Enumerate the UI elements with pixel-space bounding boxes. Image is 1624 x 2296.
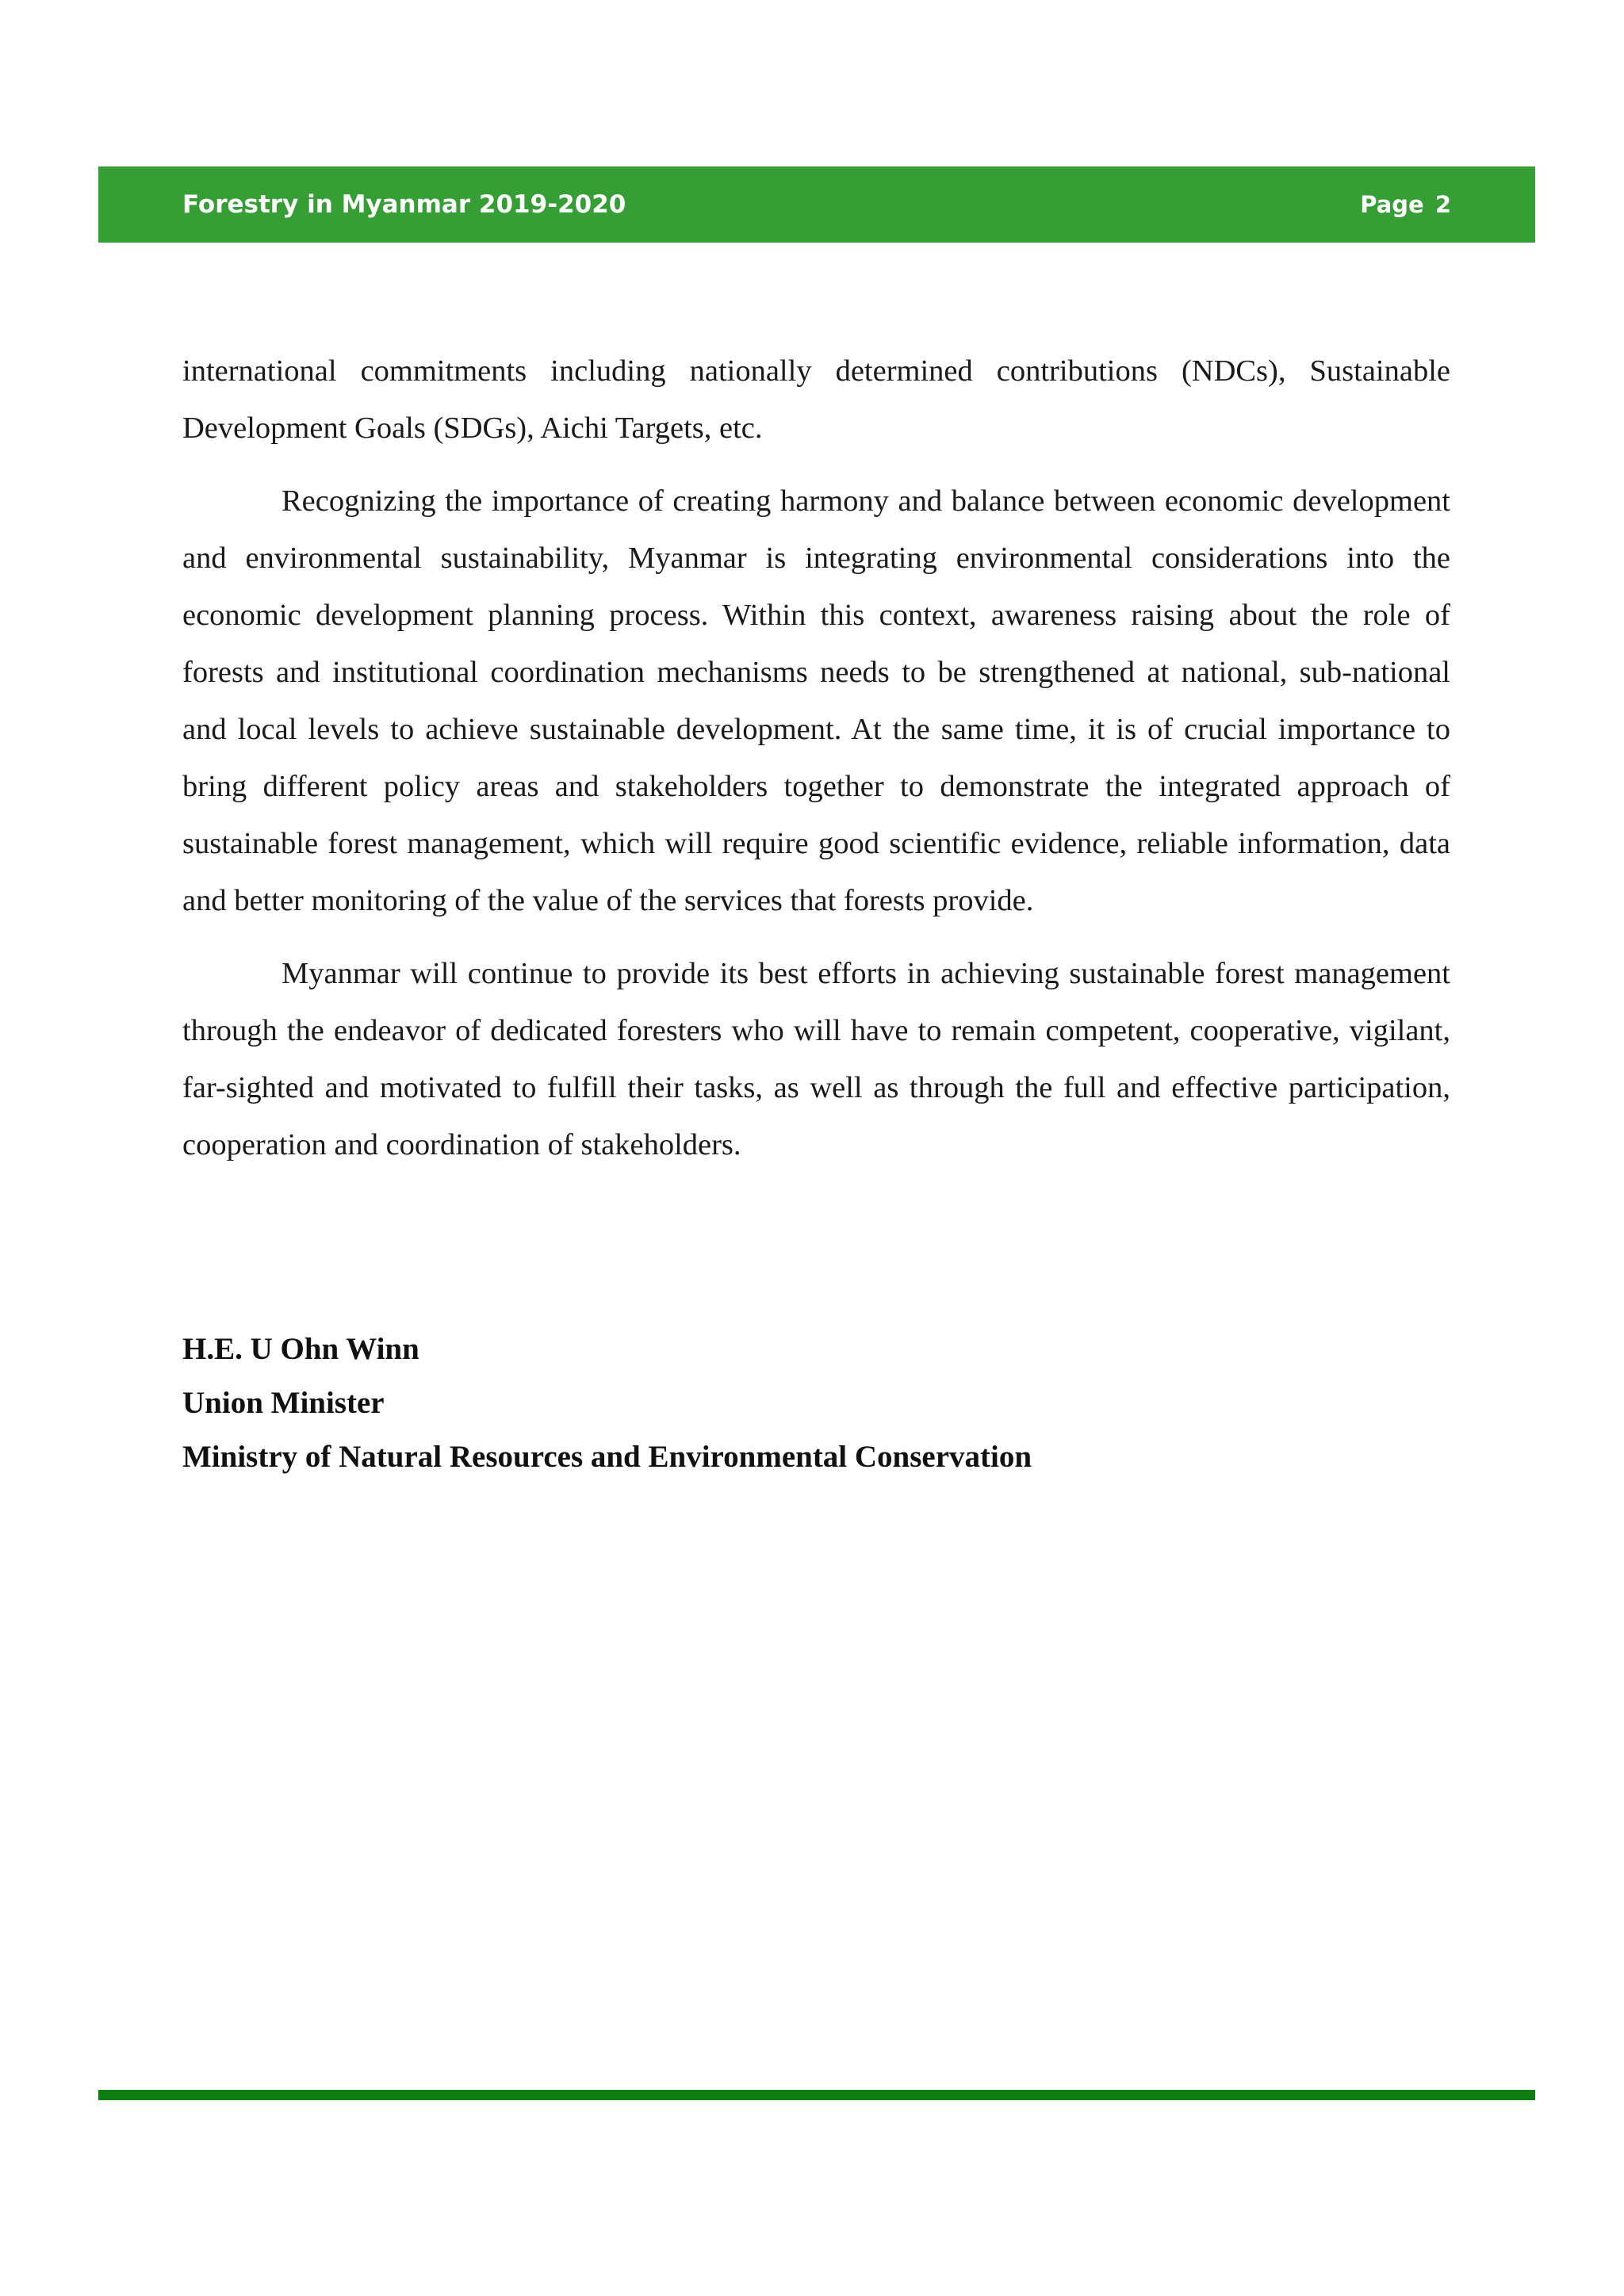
page-number: Page 2 xyxy=(1360,191,1451,218)
signatory-position: Union Minister xyxy=(182,1386,385,1420)
footer-divider xyxy=(98,2090,1535,2100)
paragraph: Recognizing the importance of creating harmony and balance between economic development and environmental sustainability, Myanmar is integrating environmental considerations into the economic development planning process. Within this context, awareness raising about the role of forests and institutional coordination mechanisms needs to be strengthened at national, sub-national and local levels to achieve sustainable development. At the same time, it is of crucial importance to bring different policy areas and stakeholders together to demonstrate the integrated approach of sustainable forest management, which will require good scientific evidence, reliable information, data and better monitoring of the value of the services that forests provide. xyxy=(182,484,1450,917)
body-text xyxy=(182,342,1450,1189)
signatory-ministry: Ministry of Natural Resources and Environmental Conservation xyxy=(182,1440,1032,1474)
document-title: Forestry in Myanmar 2019-2020 xyxy=(182,190,626,219)
paragraph: Myanmar will continue to provide its best efforts in achieving sustainable forest management through the endeavor of dedicated foresters who will have to remain competent, cooperative, vigilant, far-sighted and motivated to fulfill their tasks, as well as through the full and effective participation, cooperation and coordination of stakeholders. xyxy=(182,957,1450,1161)
paragraph: international commitments including nationally determined contributions (NDCs), Sustainable Development Goals (SDGs), Aichi Targets, etc. xyxy=(182,354,1450,445)
page-header xyxy=(98,166,1535,243)
signatory-name: H.E. U Ohn Winn xyxy=(182,1332,419,1366)
signature-block xyxy=(182,1322,1032,1484)
